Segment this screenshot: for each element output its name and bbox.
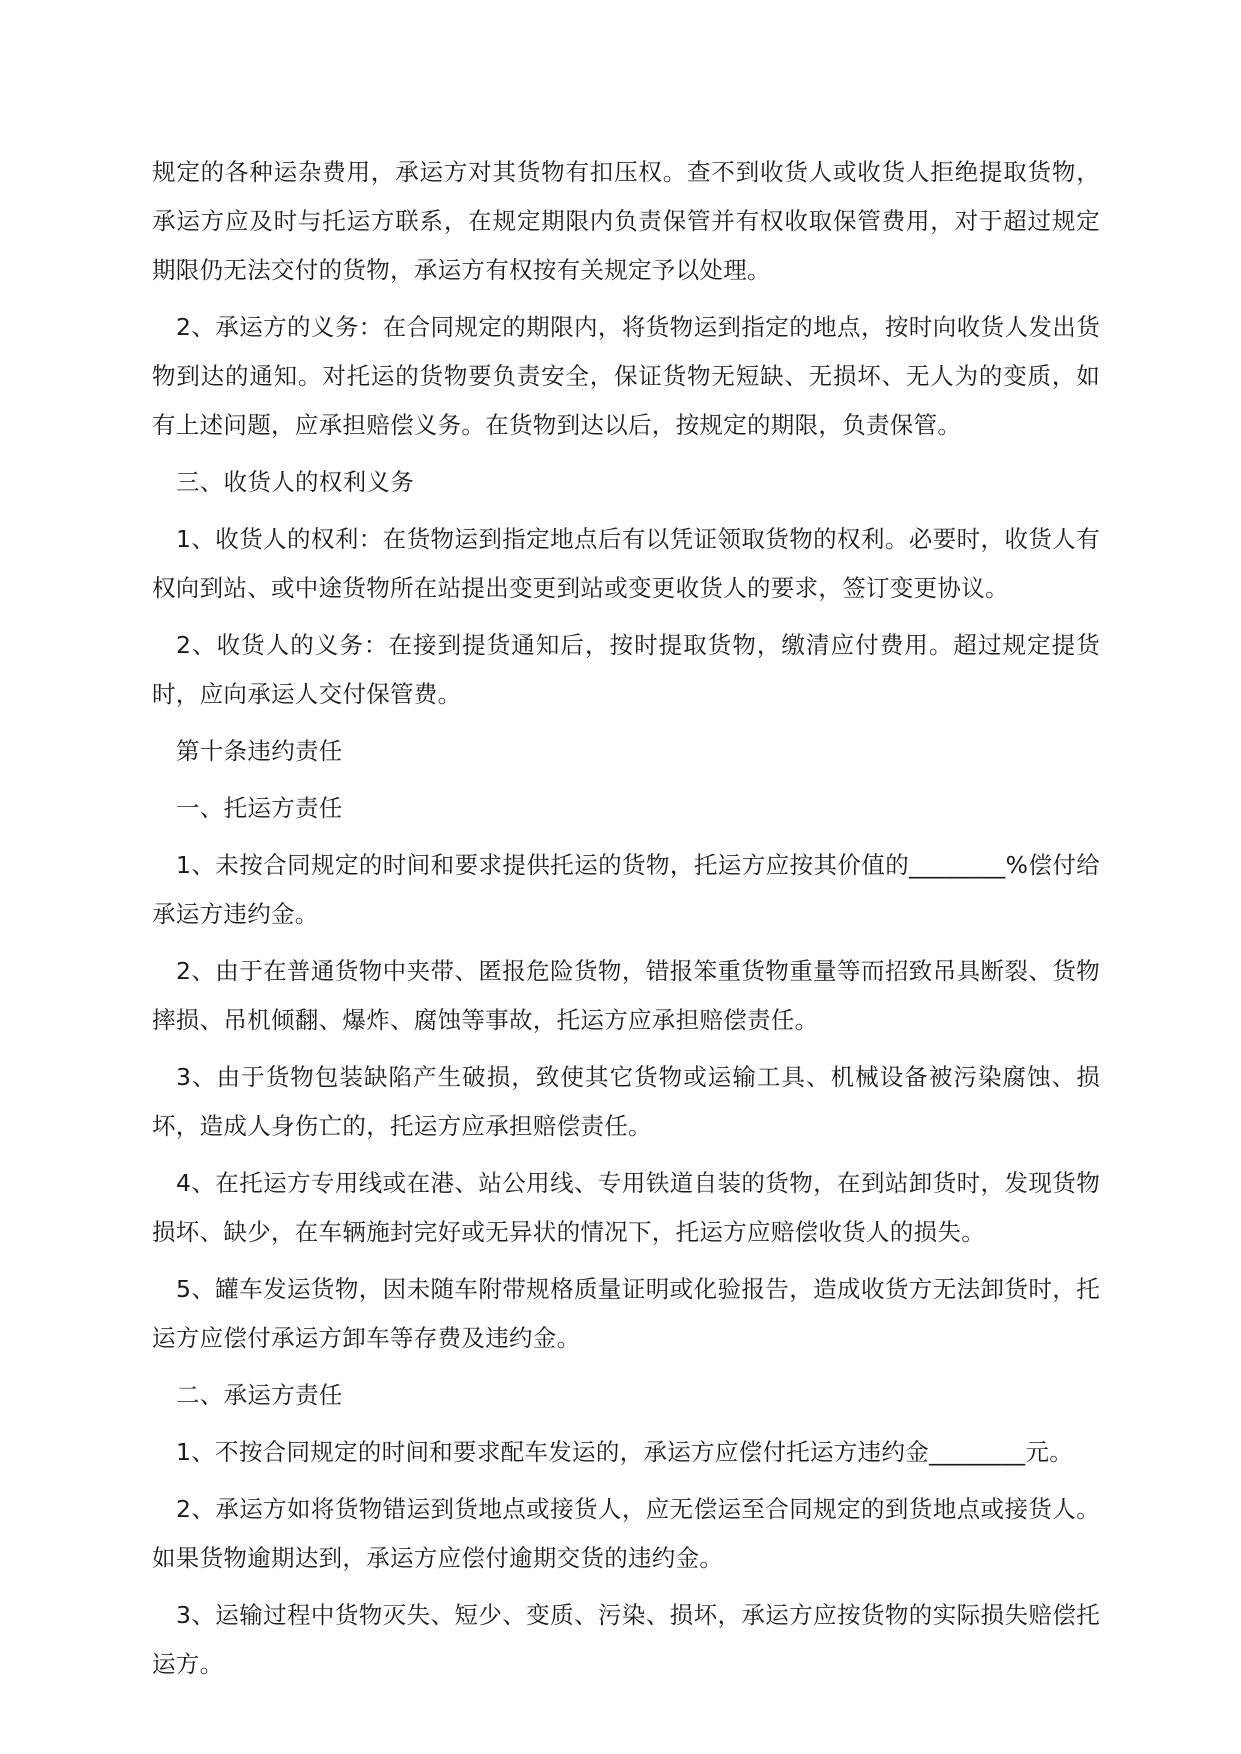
heading-carrier-liability: 二、承运方责任 — [176, 1381, 343, 1409]
paragraph-continuation: 规定的各种运杂费用，承运方对其货物有扣压权。查不到收货人或收货人拒绝提取货物，承运方应及时与托运方联系，在规定期限内负责保管并有权收取保管费用，对于超过规定期限仍无法交付的货物，承运方有权按有关规定予以处理。 — [152, 158, 1100, 284]
paragraph-carrier-liability-2: 2、承运方如将货物错运到货地点或接货人，应无偿运至合同规定的到货地点或接货人。如果货物逾期达到，承运方应偿付逾期交货的违约金。 — [152, 1495, 1100, 1572]
heading-shipper-liability: 一、托运方责任 — [176, 794, 343, 822]
heading-consignee-rights-obligations: 三、收货人的权利义务 — [176, 468, 414, 496]
paragraph-shipper-liability-3: 3、由于货物包装缺陷产生破损，致使其它货物或运输工具、机械设备被污染腐蚀、损坏，造成人身伤亡的，托运方应承担赔偿责任。 — [152, 1063, 1100, 1140]
heading-article-10-liability: 第十条违约责任 — [176, 737, 343, 765]
paragraph-carrier-liability-1: 1、不按合同规定的时间和要求配车发运的，承运方应偿付托运方违约金________元。 — [176, 1438, 1074, 1466]
document-body — [152, 148, 1100, 1697]
paragraph-consignee-rights: 1、收货人的权利：在货物运到指定地点后有以凭证领取货物的权利。必要时，收货人有权向到站、或中途货物所在站提出变更到站或变更收货人的要求，签订变更协议。 — [152, 525, 1100, 602]
paragraph-consignee-obligations: 2、收货人的义务：在接到提货通知后，按时提取货物，缴清应付费用。超过规定提货时，应向承运人交付保管费。 — [152, 631, 1100, 708]
paragraph-shipper-liability-5: 5、罐车发运货物，因未随车附带规格质量证明或化验报告，造成收货方无法卸货时，托运方应偿付承运方卸车等存费及违约金。 — [152, 1275, 1100, 1352]
paragraph-shipper-liability-2: 2、由于在普通货物中夹带、匿报危险货物，错报笨重货物重量等而招致吊具断裂、货物摔损、吊机倾翻、爆炸、腐蚀等事故，托运方应承担赔偿责任。 — [152, 957, 1100, 1034]
paragraph-carrier-obligations: 2、承运方的义务：在合同规定的期限内，将货物运到指定的地点，按时向收货人发出货物到达的通知。对托运的货物要负责安全，保证货物无短缺、无损坏、无人为的变质，如有上述问题，应承担赔偿义务。在货物到达以后，按规定的期限，负责保管。 — [152, 313, 1100, 439]
paragraph-shipper-liability-4: 4、在托运方专用线或在港、站公用线、专用铁道自装的货物，在到站卸货时，发现货物损坏、缺少，在车辆施封完好或无异状的情况下，托运方应赔偿收货人的损失。 — [152, 1169, 1100, 1246]
paragraph-shipper-liability-1: 1、未按合同规定的时间和要求提供托运的货物，托运方应按其价值的________%偿付给承运方违约金。 — [152, 851, 1100, 928]
paragraph-carrier-liability-3: 3、运输过程中货物灭失、短少、变质、污染、损坏，承运方应按货物的实际损失赔偿托运方。 — [152, 1601, 1100, 1678]
